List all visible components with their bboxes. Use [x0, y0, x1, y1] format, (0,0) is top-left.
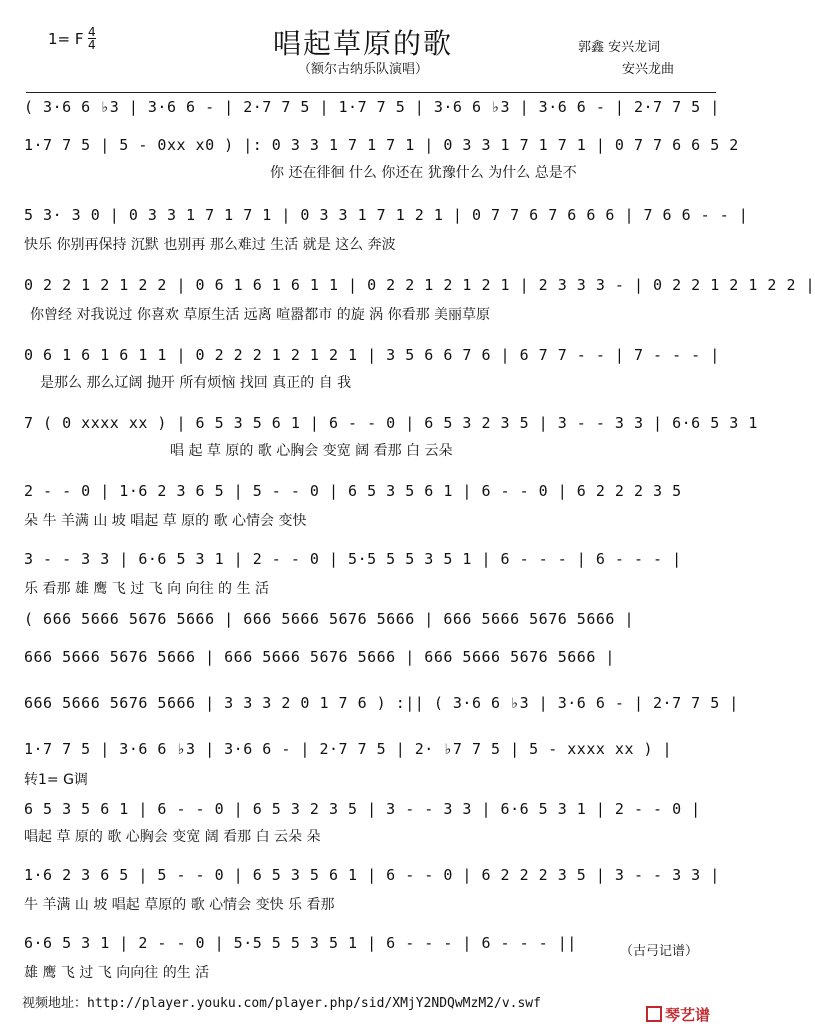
score-row-lyrics: 快乐 你别再保持 沉默 也别再 那么难过 生活 就是 这么 奔波: [24, 237, 396, 253]
score-row-notes: 1·7 7 5 | 5 - 0xx x0 ) |: 0 3 3 1 7 1 7 1 | 0 3 3 1 7 1 7 1 | 0 7 7 6 6 5 2: [24, 136, 739, 154]
score-row-notes: 1·6 2 3 6 5 | 5 - - 0 | 6 5 3 5 6 1 | 6 - - 0 | 6 2 2 2 3 5 | 3 - - 3 3 |: [24, 866, 720, 884]
key-signature: 1= F: [48, 30, 84, 48]
score-row-lyrics: 是那么 那么辽阔 抛开 所有烦恼 找回 真正的 自 我: [40, 375, 352, 391]
lyricist-credit: 郭鑫 安兴龙词: [578, 40, 661, 55]
top-rule: [26, 92, 716, 93]
score-row-lyrics: 朵 牛 羊满 山 坡 唱起 草 原的 歌 心情会 变快: [24, 513, 307, 529]
meter-top: 4: [88, 25, 96, 39]
score-row-lyrics: 牛 羊满 山 坡 唱起 草原的 歌 心情会 变快 乐 看那: [24, 897, 335, 913]
score-row-notes: 5 3· 3 0 | 0 3 3 1 7 1 7 1 | 0 3 3 1 7 1 2 1 | 0 7 7 6 7 6 6 6 | 7 6 6 - - |: [24, 206, 749, 224]
score-row-notes: 666 5666 5676 5666 | 666 5666 5676 5666 | 666 5666 5676 5666 |: [24, 648, 615, 666]
page-title: 唱起草原的歌: [272, 27, 453, 60]
score-row-lyrics: 乐 看那 雄 鹰 飞 过 飞 向 向往 的 生 活: [24, 581, 269, 597]
video-link[interactable]: 视频地址：http://player.youku.com/player.php/sid/XMjY2NDQwMzM2/v.swf: [22, 996, 541, 1011]
logo-text: 琴艺谱: [665, 1006, 711, 1024]
composer-credit: 安兴龙曲: [622, 62, 675, 77]
key-change-label: 转1= G调: [24, 772, 88, 788]
score-row-notes: ( 3·6 6 ♭3 | 3·6 6 - | 2·7 7 5 | 1·7 7 5 | 3·6 6 ♭3 | 3·6 6 - | 2·7 7 5 |: [24, 98, 720, 116]
score-row-notes: 2 - - 0 | 1·6 2 3 6 5 | 5 - - 0 | 6 5 3 5 6 1 | 6 - - 0 | 6 2 2 2 3 5: [24, 482, 682, 500]
score-row-notes: 6 5 3 5 6 1 | 6 - - 0 | 6 5 3 2 3 5 | 3 - - 3 3 | 6·6 5 3 1 | 2 - - 0 |: [24, 800, 701, 818]
score-row-notes: 1·7 7 5 | 3·6 6 ♭3 | 3·6 6 - | 2·7 7 5 | 2· ♭7 7 5 | 5 - xxxx xx ) |: [24, 740, 673, 758]
score-row-notes: ( 666 5666 5676 5666 | 666 5666 5676 5666 | 666 5666 5676 5666 |: [24, 610, 634, 628]
subtitle: （额尔古纳乐队演唱）: [297, 62, 428, 77]
site-logo: [646, 1004, 710, 1025]
score-row-lyrics: 雄 鹰 飞 过 飞 向向往 的生 活: [24, 965, 210, 981]
score-row-notes: 6·6 5 3 1 | 2 - - 0 | 5·5 5 5 3 5 1 | 6 - - - | 6 - - - ||: [24, 934, 577, 952]
score-row-notes: 666 5666 5676 5666 | 3 3 3 2 0 1 7 6 ) :|| ( 3·6 6 ♭3 | 3·6 6 - | 2·7 7 5 |: [24, 694, 739, 712]
transcriber-credit: （古弓记谱）: [620, 944, 699, 959]
score-row-lyrics: 唱起 草 原的 歌 心胸会 变宽 阔 看那 白 云朵 朵: [24, 829, 321, 845]
score-row-lyrics: 你曾经 对我说过 你喜欢 草原生活 远离 喧嚣都市 的旋 涡 你看那 美丽草原: [30, 307, 491, 323]
score-row-lyrics: 唱 起 草 原的 歌 心胸会 变宽 阔 看那 白 云朵: [170, 443, 453, 459]
score-row-notes: 0 6 1 6 1 6 1 1 | 0 2 2 2 1 2 1 2 1 | 3 5 6 6 7 6 | 6 7 7 - - | 7 - - - |: [24, 346, 720, 364]
score-row-notes: 7 ( 0 xxxx xx ) | 6 5 3 5 6 1 | 6 - - 0 | 6 5 3 2 3 5 | 3 - - 3 3 | 6·6 5 3 1: [24, 414, 758, 432]
score-row-notes: 0 2 2 1 2 1 2 2 | 0 6 1 6 1 6 1 1 | 0 2 2 1 2 1 2 1 | 2 3 3 3 - | 0 2 2 1 2 1 2 2 |: [24, 276, 815, 294]
meter-bottom: 4: [88, 38, 96, 52]
score-row-notes: 3 - - 3 3 | 6·6 5 3 1 | 2 - - 0 | 5·5 5 5 3 5 1 | 6 - - - | 6 - - - |: [24, 550, 682, 568]
logo-icon: [646, 1006, 662, 1022]
score-row-lyrics: 你 还在徘徊 什么 你还在 犹豫什么 为什么 总是不: [270, 165, 577, 181]
